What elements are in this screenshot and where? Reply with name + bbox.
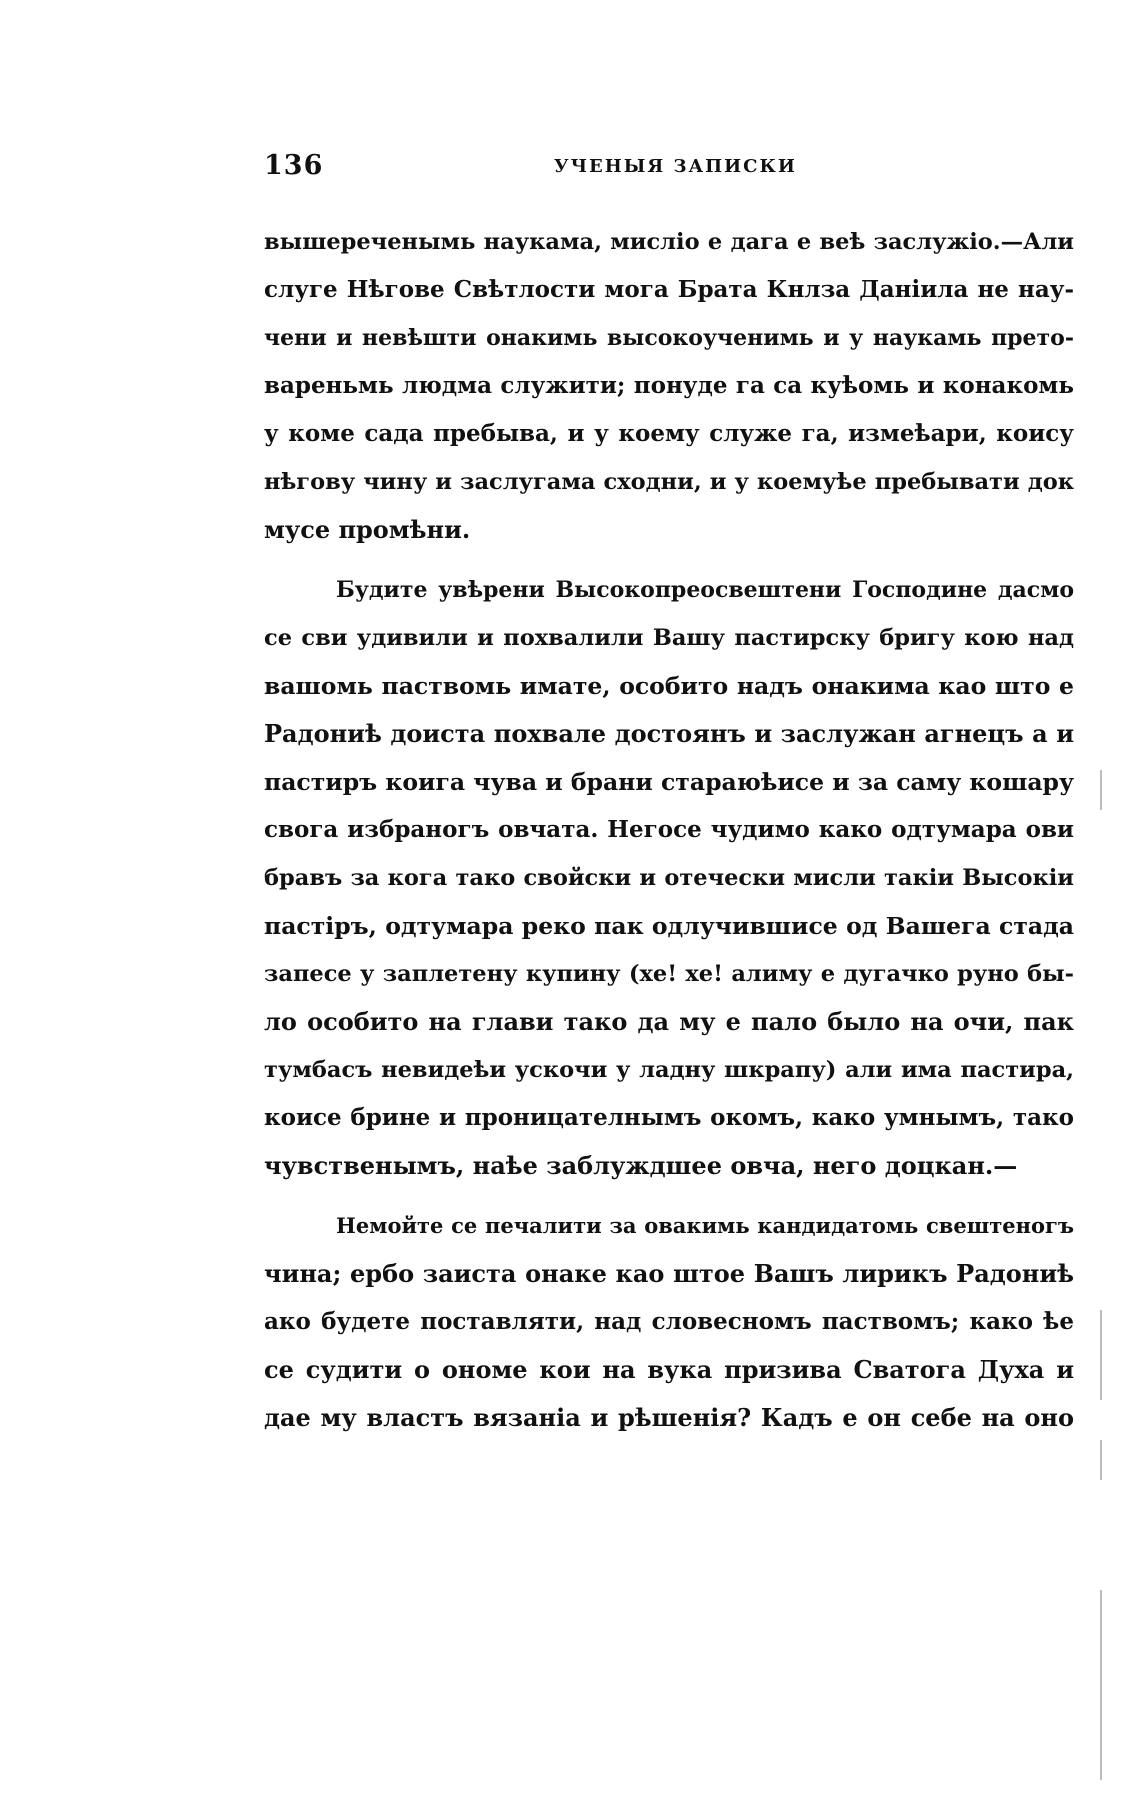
paragraph-1 xyxy=(264,218,1074,554)
text-line: Радониѣ доиста похвале достоянъ и заслужан агнецъ а и xyxy=(264,719,1074,748)
text-line: вышереченымь наукама, мислiо е дага е веѣ заслужiо.—Али xyxy=(264,229,1074,255)
text-line: дае му властъ вязанiа и рѣшенiя? Кадъ е он себе на оно xyxy=(264,1403,1074,1432)
page-header xyxy=(264,150,1074,190)
text-line: се судити о ономе кои на вука призива Сватога Духа и xyxy=(264,1355,1074,1384)
scan-artifact xyxy=(1100,1440,1102,1480)
page-number: 136 xyxy=(264,150,324,181)
scan-artifact xyxy=(1100,770,1102,810)
text-line: Будите увѣрени Высокопреосвештени Господине дасмо xyxy=(336,577,1074,603)
text-line: у коме сада пребыва, и у коему служе га, измеѣари, коису xyxy=(264,420,1074,447)
paragraph-2 xyxy=(264,566,1074,1190)
text-line: запесе у заплетену купину (хе! хе! алиму е дугачко руно бы- xyxy=(264,961,1074,987)
text-line: чени и невѣшти онакимь высокоученимь и у наукамь прето- xyxy=(264,325,1074,351)
text-line: вареньмь людма служити; понуде га са куѣомь и конакомь xyxy=(264,372,1074,399)
text-line: коисе брине и проницателнымъ окомъ, како умнымъ, тако xyxy=(264,1104,1074,1131)
text-line: се сви удивили и похвалили Вашу пастирску бригу кою над xyxy=(264,625,1074,651)
text-line: слуге Нѣгове Свѣтлости мога Брата Кнлза Данiила не нау- xyxy=(264,276,1074,303)
text-line: чувственымъ, наѣе заблуждшее овча, него доцкан.— xyxy=(264,1151,1018,1180)
text-line: свога избраногъ овчата. Негосе чудимо како одтумара ови xyxy=(264,816,1074,843)
text-line: нѣгову чину и заслугама сходни, и у коемуѣе пребывати док xyxy=(264,469,1074,495)
text-line: ако будете поставляти, над словеснoмъ паствомъ; како ѣе xyxy=(264,1308,1074,1335)
text-line: тумбасъ невидеѣи ускочи у ладну шкрапу) али има пастира, xyxy=(264,1057,1074,1083)
scan-artifact xyxy=(1100,1310,1102,1400)
paragraph-gap xyxy=(264,1190,1074,1202)
paragraph-gap xyxy=(264,554,1074,566)
text-line: вашомь паствомь имате, особито надъ онакима као што е xyxy=(264,672,1074,700)
text-line: ло особито на глави тако да му е пало было на очи, пак xyxy=(264,1007,1074,1036)
text-line: чина; ербо заиста онаке као штое Вашъ лирикъ Радониѣ xyxy=(264,1259,1074,1288)
paragraph-3 xyxy=(264,1202,1074,1442)
text-line: пастiръ, одтумара реко пак одлучившисе од Вашега стада xyxy=(264,912,1074,940)
text-line: Немойте се печалити за овакимь кандидатомь свештеногъ xyxy=(336,1213,1074,1238)
text-line: бравъ за кога тако свойски и отечески мисли такiи Высокiи xyxy=(264,865,1074,891)
running-head: УЧЕНЫЯ ЗАПИСКИ xyxy=(554,156,797,177)
text-line: пастиръ коига чува и брани стараюѣисе и за саму кошару xyxy=(264,768,1075,796)
scan-artifact xyxy=(1100,1590,1102,1780)
text-line: мусе промѣни. xyxy=(264,515,471,544)
body-text xyxy=(264,218,1074,1442)
